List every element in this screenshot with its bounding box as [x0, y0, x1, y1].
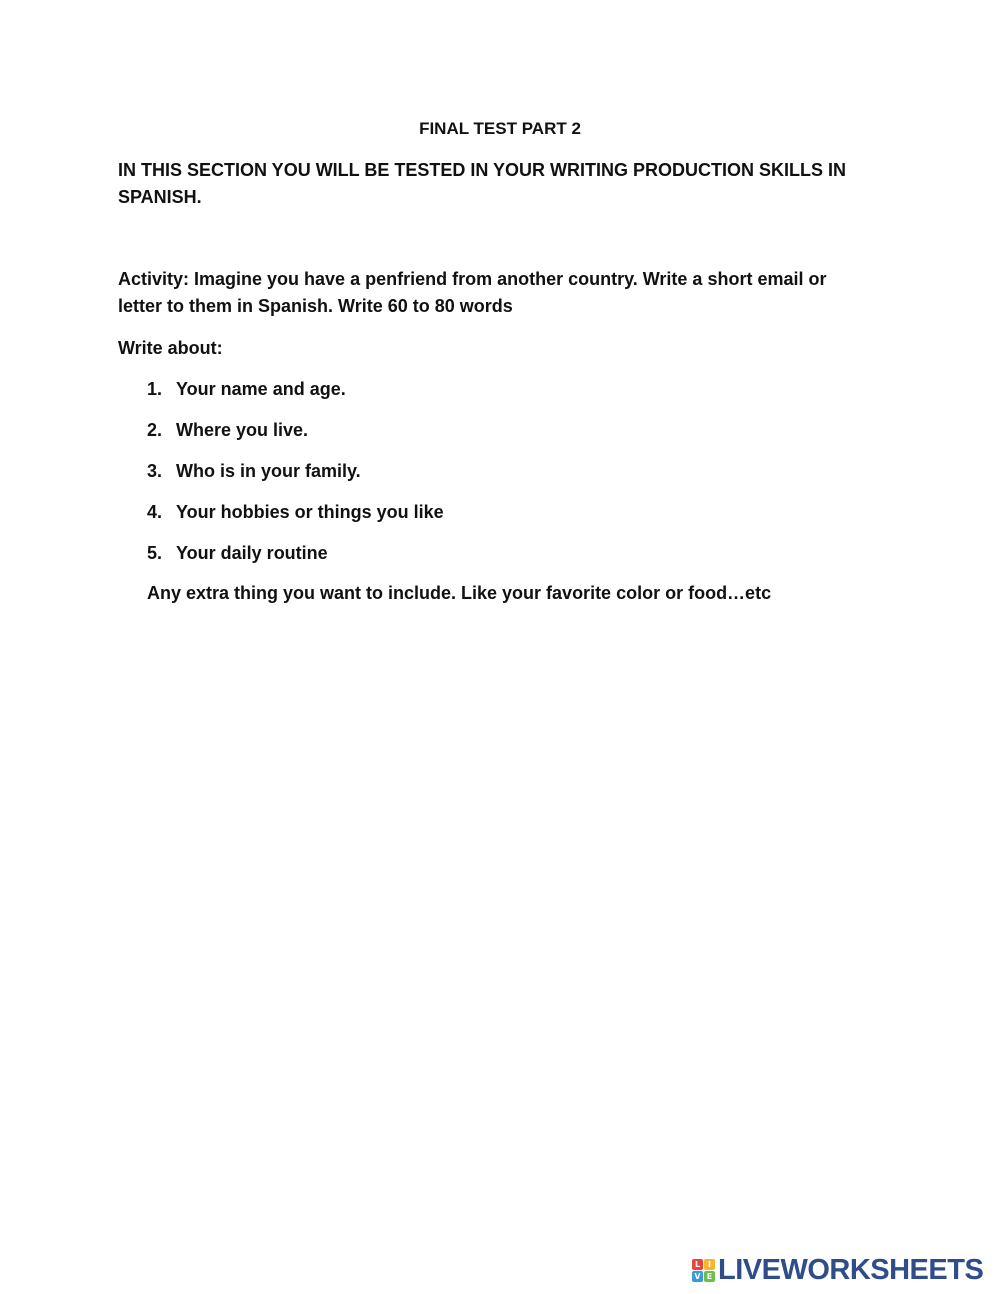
- list-item: [147, 499, 444, 540]
- list-item-number: 3.: [147, 461, 163, 481]
- logo-mark-cell: E: [704, 1271, 715, 1282]
- liveworksheets-logo: [692, 1253, 983, 1287]
- list-item-text: Your name and age.: [176, 379, 346, 399]
- list-item-text: Your daily routine: [176, 543, 328, 563]
- list-item-number: 5.: [147, 543, 163, 563]
- logo-text: LIVEWORKSHEETS: [718, 1254, 984, 1286]
- activity-instructions: Activity: Imagine you have a penfriend from another country. Write a short email or letter to them in Spanish. Write 60 to 80 words: [118, 269, 827, 316]
- extra-note: Any extra thing you want to include. Like your favorite color or food…etc: [147, 583, 772, 603]
- list-item: [147, 540, 444, 581]
- logo-mark-cell: V: [692, 1271, 703, 1282]
- list-item-number: 4.: [147, 502, 163, 522]
- logo-mark-cell: I: [704, 1259, 715, 1270]
- page-title: FINAL TEST PART 2: [419, 119, 581, 138]
- list-item-text: Who is in your family.: [176, 461, 361, 481]
- list-item-number: 1.: [147, 379, 163, 399]
- logo-mark-cell: L: [692, 1259, 703, 1270]
- list-item: [147, 458, 444, 499]
- section-intro: IN THIS SECTION YOU WILL BE TESTED IN YOUR WRITING PRODUCTION SKILLS IN SPANISH.: [118, 160, 847, 207]
- list-item: [147, 376, 444, 417]
- list-item: [147, 417, 444, 458]
- logo-mark-icon: [692, 1259, 715, 1282]
- write-about-label: Write about:: [118, 338, 223, 358]
- list-item-number: 2.: [147, 420, 163, 440]
- list-item-text: Where you live.: [176, 420, 309, 440]
- topics-list: [147, 376, 444, 581]
- list-item-text: Your hobbies or things you like: [176, 502, 444, 522]
